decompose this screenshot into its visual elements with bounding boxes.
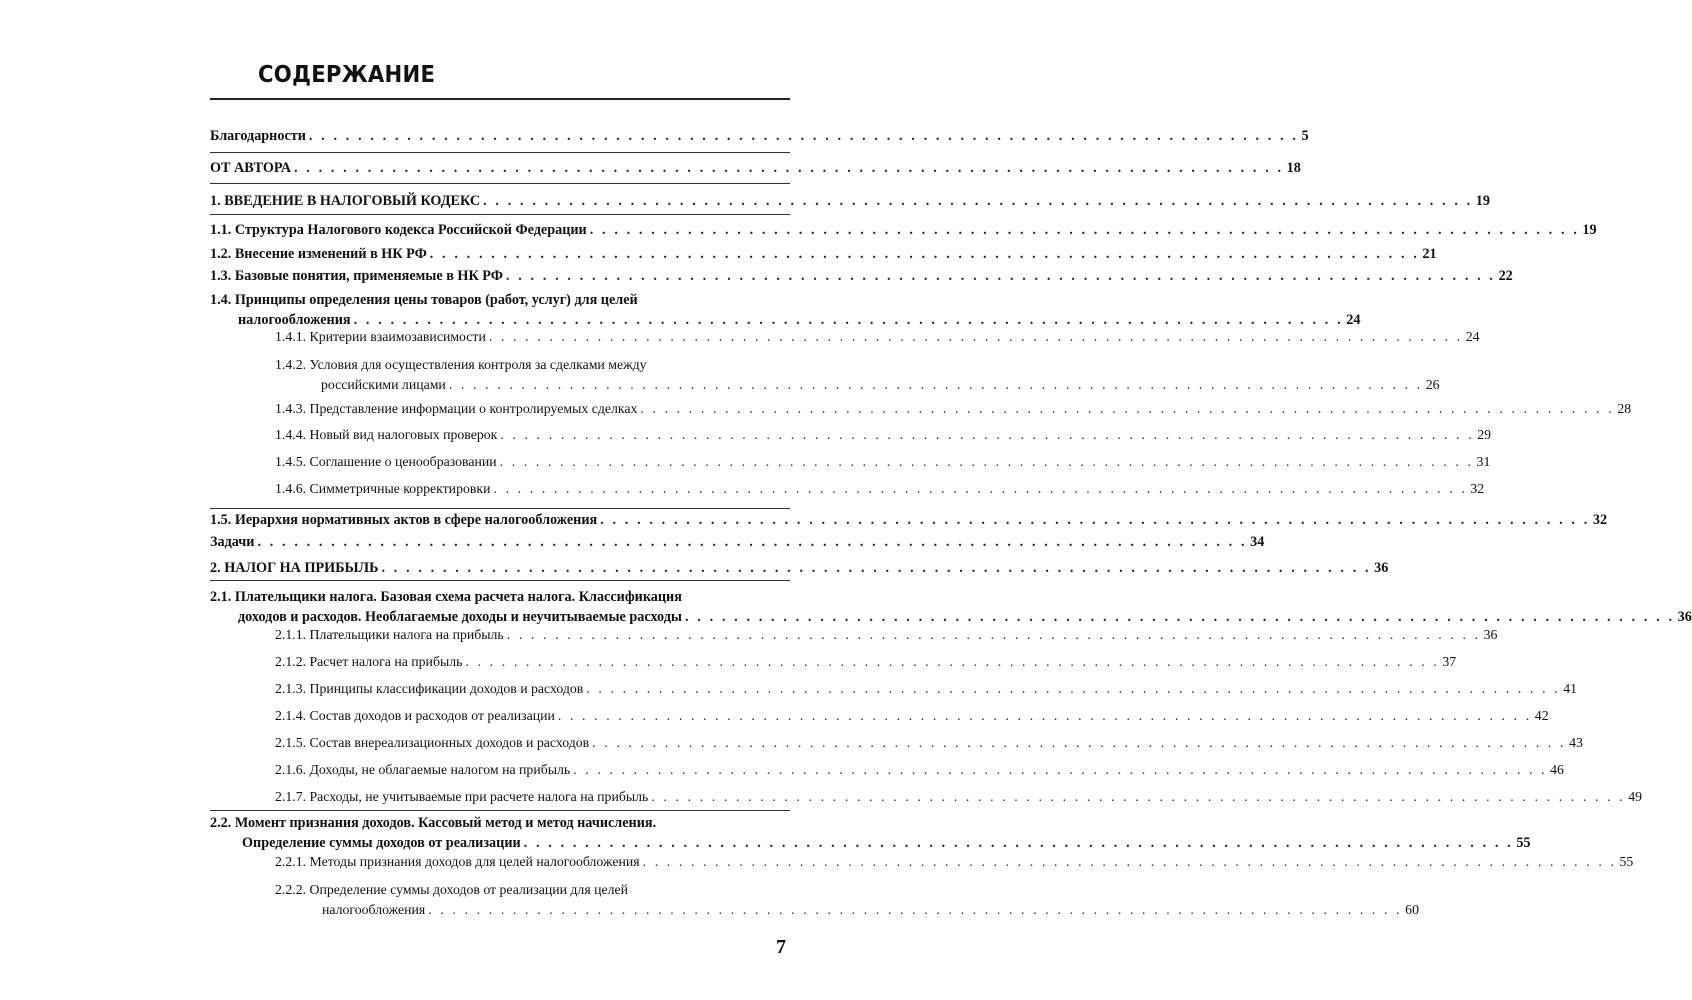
toc-leader: . . . . . . . . . . . . . . . . . . . . . . . . . . . . . . . . . . . . . . . . . . . . . . . . . . . . . . . . . . . . . . . . . . . . . . . . . . . . . . . . . — [308, 128, 1299, 144]
toc-entry-title: 2. НАЛОГ НА ПРИБЫЛЬ — [210, 560, 379, 576]
title-rule — [210, 98, 790, 100]
toc-leader: . . . . . . . . . . . . . . . . . . . . . . . . . . . . . . . . . . . . . . . . . . . . . . . . . . . . . . . . . . . . . . . . . . . . . . . . . . . . . . . . . — [500, 427, 1475, 442]
toc-page-number: 19 — [1582, 222, 1597, 238]
toc-entry-title: 1.2. Внесение изменений в НК РФ — [210, 246, 427, 262]
toc-entry[interactable] — [210, 880, 1419, 920]
toc-page-number: 29 — [1477, 427, 1492, 442]
toc-entry[interactable] — [210, 852, 1634, 872]
toc-entry-title: 2.2.2. Определение суммы доходов от реализации для целей — [275, 882, 629, 897]
toc-entry[interactable] — [210, 355, 1440, 395]
toc-leader: . . . . . . . . . . . . . . . . . . . . . . . . . . . . . . . . . . . . . . . . . . . . . . . . . . . . . . . . . . . . . . . . . . . . . . . . . . . . . . . . . — [429, 246, 1420, 262]
toc-page-number: 36 — [1374, 560, 1389, 576]
toc-entry[interactable] — [210, 220, 1597, 240]
toc-entry[interactable] — [210, 425, 1492, 445]
toc-entry-title: 2.1.7. Расходы, не учитываемые при расчете налога на прибыль — [275, 789, 649, 804]
toc-entry[interactable] — [210, 558, 1389, 578]
toc-page-number: 32 — [1592, 512, 1608, 528]
separator-rule — [210, 810, 790, 811]
toc-entry[interactable] — [210, 510, 1608, 530]
toc-page-number: 55 — [1516, 835, 1531, 851]
toc-entry-title-continued: Определение суммы доходов от реализации — [242, 835, 521, 851]
toc-leader: . . . . . . . . . . . . . . . . . . . . . . . . . . . . . . . . . . . . . . . . . . . . . . . . . . . . . . . . . . . . . . . . . . . . . . . . . . . . . . . . . — [493, 481, 1468, 496]
toc-entry-title: 1.4.4. Новый вид налоговых проверок — [275, 427, 498, 442]
toc-entry-title: 1.4.5. Соглашение о ценообразовании — [275, 454, 497, 469]
toc-page-number: 26 — [1425, 377, 1440, 392]
toc-leader: . . . . . . . . . . . . . . . . . . . . . . . . . . . . . . . . . . . . . . . . . . . . . . . . . . . . . . . . . . . . . . . . . . . . . . . . . . . . . . . . . — [651, 789, 1626, 804]
toc-leader: . . . . . . . . . . . . . . . . . . . . . . . . . . . . . . . . . . . . . . . . . . . . . . . . . . . . . . . . . . . . . . . . . . . . . . . . . . . . . . . . . — [684, 609, 1675, 625]
toc-entry[interactable] — [210, 244, 1437, 264]
toc-entry[interactable] — [210, 587, 1692, 627]
toc-leader: . . . . . . . . . . . . . . . . . . . . . . . . . . . . . . . . . . . . . . . . . . . . . . . . . . . . . . . . . . . . . . . . . . . . . . . . . . . . . . . . . — [505, 268, 1496, 284]
toc-page-number: 28 — [1617, 401, 1632, 416]
toc-page-number: 42 — [1534, 708, 1549, 723]
toc-page-number: 43 — [1569, 735, 1583, 750]
toc-leader: . . . . . . . . . . . . . . . . . . . . . . . . . . . . . . . . . . . . . . . . . . . . . . . . . . . . . . . . . . . . . . . . . . . . . . . . . . . . . . . . . — [600, 512, 1590, 528]
toc-leader: . . . . . . . . . . . . . . . . . . . . . . . . . . . . . . . . . . . . . . . . . . . . . . . . . . . . . . . . . . . . . . . . . . . . . . . . . . . . . . . . . — [557, 708, 1532, 723]
toc-page-number: 60 — [1405, 902, 1419, 917]
toc-entry-title: 1.4.6. Симметричные корректировки — [275, 481, 491, 496]
toc-page-number: 41 — [1563, 681, 1578, 696]
separator-rule — [210, 152, 790, 153]
toc-entry[interactable] — [210, 787, 1643, 807]
toc-leader: . . . . . . . . . . . . . . . . . . . . . . . . . . . . . . . . . . . . . . . . . . . . . . . . . . . . . . . . . . . . . . . . . . . . . . . . . . . . . . . . . — [465, 654, 1440, 669]
toc-leader: . . . . . . . . . . . . . . . . . . . . . . . . . . . . . . . . . . . . . . . . . . . . . . . . . . . . . . . . . . . . . . . . . . . . . . . . . . . . . . . . . — [586, 681, 1561, 696]
toc-entry-title: Благодарности — [210, 128, 306, 144]
toc-entry[interactable] — [210, 733, 1583, 753]
toc-entry-title: 1. ВВЕДЕНИЕ В НАЛОГОВЫЙ КОДЕКС — [210, 193, 481, 209]
toc-entry[interactable] — [210, 532, 1265, 552]
toc-leader: . . . . . . . . . . . . . . . . . . . . . . . . . . . . . . . . . . . . . . . . . . . . . . . . . . . . . . . . . . . . . . . . . . . . . . . . . . . . . . . . . — [257, 534, 1248, 550]
toc-entry[interactable] — [210, 399, 1632, 419]
toc-entry-title: 2.2. Момент признания доходов. Кассовый метод и метод начисления. — [210, 815, 657, 831]
toc-entry[interactable] — [210, 706, 1549, 726]
toc-page-number: 32 — [1470, 481, 1485, 496]
toc-entry[interactable] — [210, 452, 1491, 472]
toc-leader: . . . . . . . . . . . . . . . . . . . . . . . . . . . . . . . . . . . . . . . . . . . . . . . . . . . . . . . . . . . . . . . . . . . . . . . . . . . . . . . . . — [381, 560, 1372, 576]
toc-entry[interactable] — [210, 126, 1309, 146]
toc-leader: . . . . . . . . . . . . . . . . . . . . . . . . . . . . . . . . . . . . . . . . . . . . . . . . . . . . . . . . . . . . . . . . . . . . . . . . . . . . . . . . . — [642, 854, 1617, 869]
separator-rule — [210, 508, 790, 509]
toc-entry-title: ОТ АВТОРА — [210, 160, 291, 176]
toc-page-number: 46 — [1550, 762, 1564, 777]
toc-page-number: 5 — [1301, 128, 1309, 144]
toc-page-number: 22 — [1498, 268, 1513, 284]
toc-entry[interactable] — [210, 479, 1485, 499]
toc-entry-title: 2.1.6. Доходы, не облагаемые налогом на прибыль — [275, 762, 571, 777]
toc-entry-title: 1.4. Принципы определения цены товаров (работ, услуг) для целей — [210, 292, 638, 308]
toc-entry[interactable] — [210, 625, 1498, 645]
toc-leader: . . . . . . . . . . . . . . . . . . . . . . . . . . . . . . . . . . . . . . . . . . . . . . . . . . . . . . . . . . . . . . . . . . . . . . . . . . . . . . . . . — [499, 454, 1474, 469]
toc-entry-title-continued: российскими лицами — [321, 377, 446, 392]
toc-leader: . . . . . . . . . . . . . . . . . . . . . . . . . . . . . . . . . . . . . . . . . . . . . . . . . . . . . . . . . . . . . . . . . . . . . . . . . . . . . . . . . — [573, 762, 1548, 777]
toc-entry[interactable] — [210, 679, 1578, 699]
toc-page-number: 49 — [1628, 789, 1643, 804]
toc-entry-title-continued: налогообложения — [238, 312, 351, 328]
toc-entry-title: 1.4.2. Условия для осуществления контроля за сделками между — [275, 357, 647, 372]
toc-entry[interactable] — [210, 327, 1480, 347]
toc-leader: . . . . . . . . . . . . . . . . . . . . . . . . . . . . . . . . . . . . . . . . . . . . . . . . . . . . . . . . . . . . . . . . . . . . . . . . . . . . . . . . . — [448, 377, 1423, 392]
toc-page-number: 31 — [1476, 454, 1491, 469]
toc-leader: . . . . . . . . . . . . . . . . . . . . . . . . . . . . . . . . . . . . . . . . . . . . . . . . . . . . . . . . . . . . . . . . . . . . . . . . . . . . . . . . . — [293, 160, 1284, 176]
toc-leader: . . . . . . . . . . . . . . . . . . . . . . . . . . . . . . . . . . . . . . . . . . . . . . . . . . . . . . . . . . . . . . . . . . . . . . . . . . . . . . . . . — [488, 329, 1463, 344]
separator-rule — [210, 580, 790, 581]
toc-entry-title: 2.1.5. Состав внереализационных доходов и расходов — [275, 735, 590, 750]
toc-page-number: 18 — [1286, 160, 1301, 176]
toc-entry-title: 2.1. Плательщики налога. Базовая схема расчета налога. Классификация — [210, 589, 682, 605]
page-number: 7 — [776, 936, 786, 958]
toc-page-number: 24 — [1465, 329, 1480, 344]
toc-leader: . . . . . . . . . . . . . . . . . . . . . . . . . . . . . . . . . . . . . . . . . . . . . . . . . . . . . . . . . . . . . . . . . . . . . . . . . . . . . . . . . — [589, 222, 1580, 238]
page-title: СОДЕРЖАНИЕ — [258, 62, 436, 88]
toc-page-number: 24 — [1346, 312, 1361, 328]
toc-leader: . . . . . . . . . . . . . . . . . . . . . . . . . . . . . . . . . . . . . . . . . . . . . . . . . . . . . . . . . . . . . . . . . . . . . . . . . . . . . . . . . — [640, 401, 1615, 416]
toc-entry-title: 2.1.4. Состав доходов и расходов от реализации — [275, 708, 555, 723]
toc-entry-title: 1.1. Структура Налогового кодекса Российской Федерации — [210, 222, 587, 238]
toc-entry[interactable] — [210, 290, 1361, 330]
toc-leader: . . . . . . . . . . . . . . . . . . . . . . . . . . . . . . . . . . . . . . . . . . . . . . . . . . . . . . . . . . . . . . . . . . . . . . . . . . . . . . . . . — [523, 835, 1514, 851]
toc-entry-title-continued: налогообложения — [322, 902, 426, 917]
toc-page-number: 21 — [1422, 246, 1437, 262]
separator-rule — [210, 214, 790, 215]
toc-entry[interactable] — [210, 760, 1564, 780]
toc-page-number: 36 — [1483, 627, 1498, 642]
separator-rule — [210, 183, 790, 184]
toc-page-number: 34 — [1250, 534, 1265, 550]
toc-page-number: 36 — [1677, 609, 1692, 625]
toc-entry[interactable] — [210, 813, 1531, 853]
toc-entry[interactable] — [210, 158, 1301, 178]
toc-page-number: 19 — [1475, 193, 1490, 209]
toc-entry[interactable] — [210, 652, 1457, 672]
toc-entry-title: 2.1.3. Принципы классификации доходов и расходов — [275, 681, 584, 696]
toc-leader: . . . . . . . . . . . . . . . . . . . . . . . . . . . . . . . . . . . . . . . . . . . . . . . . . . . . . . . . . . . . . . . . . . . . . . . . . . . . . . . . . — [428, 902, 1403, 917]
toc-page-number: 55 — [1619, 854, 1634, 869]
toc-entry[interactable] — [210, 191, 1490, 211]
toc-entry-title: Задачи — [210, 534, 255, 550]
toc-entry-title-continued: доходов и расходов. Необлагаемые доходы и неучитываемые расходы — [238, 609, 682, 625]
toc-page-number: 37 — [1442, 654, 1457, 669]
toc-entry-title: 2.1.2. Расчет налога на прибыль — [275, 654, 463, 669]
toc-leader: . . . . . . . . . . . . . . . . . . . . . . . . . . . . . . . . . . . . . . . . . . . . . . . . . . . . . . . . . . . . . . . . . . . . . . . . . . . . . . . . . — [483, 193, 1473, 209]
toc-entry-title: 1.4.1. Критерии взаимозависимости — [275, 329, 486, 344]
toc-leader: . . . . . . . . . . . . . . . . . . . . . . . . . . . . . . . . . . . . . . . . . . . . . . . . . . . . . . . . . . . . . . . . . . . . . . . . . . . . . . . . . — [506, 627, 1481, 642]
toc-entry-title: 2.2.1. Методы признания доходов для целей налогообложения — [275, 854, 640, 869]
toc-entry-title: 1.5. Иерархия нормативных актов в сфере налогообложения — [210, 512, 598, 528]
toc-entry-title: 1.3. Базовые понятия, применяемые в НК РФ — [210, 268, 503, 284]
toc-leader: . . . . . . . . . . . . . . . . . . . . . . . . . . . . . . . . . . . . . . . . . . . . . . . . . . . . . . . . . . . . . . . . . . . . . . . . . . . . . . . . . — [592, 735, 1567, 750]
toc-entry[interactable] — [210, 266, 1513, 286]
toc-entry-title: 2.1.1. Плательщики налога на прибыль — [275, 627, 504, 642]
toc-leader: . . . . . . . . . . . . . . . . . . . . . . . . . . . . . . . . . . . . . . . . . . . . . . . . . . . . . . . . . . . . . . . . . . . . . . . . . . . . . . . . . — [353, 312, 1344, 328]
toc-entry-title: 1.4.3. Представление информации о контролируемых сделках — [275, 401, 638, 416]
